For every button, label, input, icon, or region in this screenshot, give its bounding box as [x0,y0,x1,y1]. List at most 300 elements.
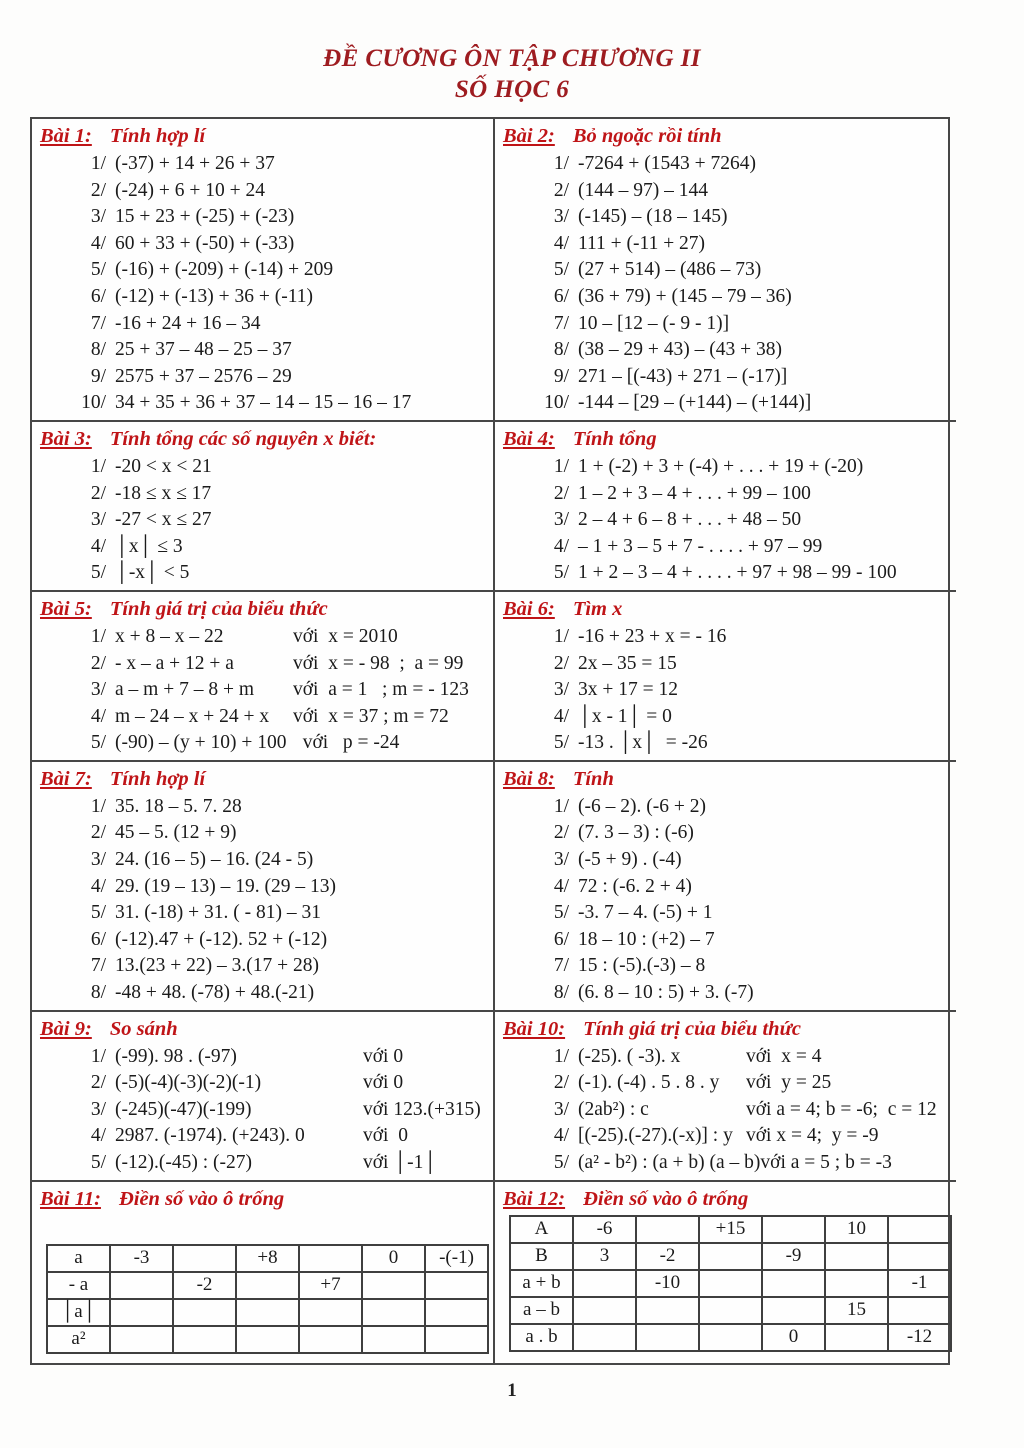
value-cell: 0 [362,1245,425,1272]
item-expression: 2575 + 37 – 2576 – 29 [115,365,292,387]
section-title: Tính tổng [572,427,657,450]
section-body [40,1044,489,1177]
item-expression: -27 < x ≤ 27 [115,509,212,531]
value-cell [425,1272,488,1299]
item-expression: │x - 1│ = 0 [578,705,672,727]
item-expression: (36 + 79) + (145 – 79 – 36) [578,285,792,307]
table-row [510,1243,951,1270]
section-label: Bài 7: [40,767,92,790]
exercise-item [40,534,489,561]
section-label: Bài 4: [503,427,555,450]
item-condition: với p = -24 [293,732,400,754]
section-heading [503,1014,952,1044]
section-heading [40,764,489,794]
value-cell [425,1326,488,1353]
item-number: 9/ [553,365,569,387]
item-number: 1/ [90,153,106,174]
section-bai-9 [32,1010,495,1180]
value-cell: 10 [825,1216,888,1243]
item-expression: │x│ ≤ 3 [115,535,183,557]
item-expression: 13.(23 + 22) – 3.(17 + 28) [115,955,319,977]
exercise-item [40,847,489,874]
exercise-item [40,677,489,704]
exercise-item [503,900,952,927]
item-number: 5/ [553,902,569,924]
value-cell [299,1299,362,1326]
section-body [40,794,489,1007]
item-expression: 15 + 23 + (-25) + (-23) [115,206,295,228]
item-expression: (-5 + 9) . (-4) [578,849,682,871]
section-label: Bài 5: [40,597,92,620]
section-body [503,624,952,757]
item-number: 4/ [90,1125,106,1147]
item-expression: (6. 8 – 10 : 5) + 3. (-7) [578,982,754,1004]
value-cell: +7 [299,1272,362,1299]
item-number: 4/ [553,232,569,254]
value-cell [762,1216,825,1243]
item-number: 2/ [90,482,106,504]
exercise-item [40,178,489,205]
exercise-item [40,730,489,757]
section-bai-1 [32,119,495,420]
exercise-item [503,231,952,258]
item-number: 3/ [553,679,569,701]
item-number: 2/ [553,822,569,844]
item-expression: 2987. (-1974). (+243). 0 [115,1125,305,1147]
item-expression: -3. 7 – 4. (-5) + 1 [578,902,713,924]
item-number: 3/ [90,679,106,701]
item-expression: -144 – [29 – (+144) – (+144)] [578,392,812,414]
section-heading [503,121,952,151]
section-bai-3 [32,420,495,590]
item-number: 1/ [553,625,569,647]
value-cell: -10 [636,1270,699,1297]
item-expression: (2ab²) : c [578,1098,649,1120]
section-label: Bài 12: [503,1187,566,1210]
fill-in-table [509,1215,952,1352]
exercise-item [40,1070,489,1097]
section-bai-10 [495,1010,956,1180]
value-cell [236,1326,299,1353]
section-bai-11 [32,1180,495,1363]
row-header-cell: A [510,1216,573,1243]
section-body [503,1044,952,1177]
item-expression: (144 – 97) – 144 [578,179,708,201]
item-expression: (-12).47 + (-12). 52 + (-12) [115,928,328,950]
exercise-item [503,624,952,651]
item-number: 5/ [90,562,106,584]
item-number: 5/ [553,562,569,584]
item-expression: 271 – [(-43) + 271 – (-17)] [578,365,788,387]
item-number: 5/ [553,732,569,754]
item-number: 7/ [553,312,569,334]
value-cell [573,1324,636,1351]
item-expression: -13 . │x│ = -26 [578,732,708,754]
item-number: 1/ [90,625,106,647]
item-condition: với 0 [363,1072,404,1094]
item-expression: -48 + 48. (-78) + 48.(-21) [115,982,315,1004]
section-heading [40,121,489,151]
item-expression: (-145) – (18 – 145) [578,206,728,228]
item-number: 10/ [81,392,106,414]
section-body [40,624,489,757]
item-expression: [(-25).(-27).(-x)] : y [578,1125,733,1147]
exercise-item [503,454,952,481]
section-heading [503,1184,952,1214]
exercise-item [503,390,952,417]
section-label: Bài 2: [503,125,555,147]
exercise-item [503,1123,952,1150]
item-expression: - x – a + 12 + a [115,652,234,674]
value-cell [362,1272,425,1299]
value-cell [825,1324,888,1351]
value-cell: -12 [888,1324,951,1351]
value-cell: -1 [888,1270,951,1297]
section-heading [503,424,952,454]
value-cell [888,1297,951,1324]
table-row [510,1270,951,1297]
item-expression: -7264 + (1543 + 7264) [578,153,756,174]
item-expression: (-5)(-4)(-3)(-2)(-1) [115,1072,262,1094]
item-number: 3/ [90,509,106,531]
item-expression: (-99). 98 . (-97) [115,1045,237,1067]
item-expression: (-1). (-4) . 5 . 8 . y [578,1072,720,1094]
value-cell [636,1324,699,1351]
exercise-item [40,231,489,258]
item-number: 1/ [553,153,569,174]
row-header-cell: a + b [510,1270,573,1297]
section-title: Điền số vào ô trống [118,1187,285,1210]
item-number: 4/ [553,875,569,897]
section-heading [40,1014,489,1044]
exercise-item [40,1044,489,1071]
row-header-cell: - a [47,1272,110,1299]
exercise-item [40,820,489,847]
item-number: 1/ [90,455,106,477]
value-cell [299,1326,362,1353]
row-header-cell: a [47,1245,110,1272]
table-row [47,1299,488,1326]
item-number: 2/ [553,482,569,504]
item-number: 5/ [90,902,106,924]
item-expression: 31. (-18) + 31. ( - 81) – 31 [115,902,321,924]
item-number: 3/ [90,849,106,871]
section-label: Bài 3: [40,427,92,450]
item-expression: (-37) + 14 + 26 + 37 [115,153,275,174]
section-title: Bỏ ngoặc rồi tính [572,125,722,147]
item-expression: a – m + 7 – 8 + m [115,679,254,701]
item-number: 3/ [90,1098,106,1120]
exercise-item [40,794,489,821]
item-number: 5/ [90,1152,106,1173]
value-cell [110,1299,173,1326]
section-body [40,1244,489,1354]
value-cell [110,1326,173,1353]
item-expression: (38 – 29 + 43) – (43 + 38) [578,339,782,361]
section-heading [503,594,952,624]
item-number: 4/ [90,232,106,254]
fill-in-table [46,1244,489,1354]
row-header-cell: a – b [510,1297,573,1324]
exercise-item [503,953,952,980]
item-expression: -20 < x < 21 [115,455,212,477]
value-cell [299,1245,362,1272]
item-number: 8/ [553,982,569,1004]
exercise-item [503,337,952,364]
item-condition: với x = 2010 [293,625,398,647]
section-label: Bài 1: [40,125,92,147]
item-number: 3/ [553,1098,569,1120]
table-row [47,1245,488,1272]
exercise-item [503,794,952,821]
exercise-item [40,927,489,954]
item-number: 5/ [90,259,106,281]
item-expression: (a² - b²) : (a + b) (a – b) [578,1152,761,1173]
item-number: 2/ [90,822,106,844]
item-number: 7/ [90,312,106,334]
exercise-item [503,364,952,391]
item-condition: với x = 4; y = -9 [746,1125,879,1147]
section-title: Tìm x [572,597,623,620]
section-bai-2 [495,119,956,420]
item-expression: (-25). ( -3). x [578,1045,681,1067]
item-expression: 34 + 35 + 36 + 37 – 14 – 15 – 16 – 17 [115,392,412,414]
section-heading [503,764,952,794]
item-condition: với x = 37 ; m = 72 [293,705,449,727]
item-number: 7/ [90,955,106,977]
item-expression: 24. (16 – 5) – 16. (24 - 5) [115,849,314,871]
section-body [40,454,489,587]
exercise-item [40,560,489,587]
exercise-item [40,204,489,231]
row-header-cell: B [510,1243,573,1270]
item-expression: (-24) + 6 + 10 + 24 [115,179,265,201]
exercise-item [40,311,489,338]
section-title: Tính tổng các số nguyên x biết: [109,427,377,450]
item-number: 4/ [553,705,569,727]
section-label: Bài 6: [503,597,555,620]
exercise-item [503,980,952,1007]
value-cell [762,1297,825,1324]
item-number: 9/ [90,365,106,387]
exercise-item [40,284,489,311]
section-body [503,794,952,1007]
value-cell [699,1297,762,1324]
item-number: 6/ [553,928,569,950]
value-cell [362,1326,425,1353]
value-cell: 0 [762,1324,825,1351]
item-number: 7/ [553,955,569,977]
exercise-item [40,624,489,651]
row-header-cell: a² [47,1326,110,1353]
item-condition: với y = 25 [746,1072,832,1094]
value-cell [236,1272,299,1299]
item-expression: 111 + (-11 + 27) [578,232,706,254]
section-title: Tính giá trị của biểu thức [109,597,328,620]
value-cell [425,1299,488,1326]
item-number: 6/ [90,285,106,307]
exercise-item [503,1070,952,1097]
table-row [47,1326,488,1353]
table-row [510,1216,951,1243]
document-title-block [0,0,1024,105]
section-title: Tính hợp lí [109,125,206,147]
item-expression: -16 + 23 + x = - 16 [578,625,727,647]
exercise-item [40,1150,489,1177]
value-cell [362,1299,425,1326]
value-cell [573,1297,636,1324]
item-expression: 15 : (-5).(-3) – 8 [578,955,706,977]
exercise-item [40,257,489,284]
exercise-item [40,1123,489,1150]
section-label: Bài 9: [40,1017,92,1040]
section-title: Điền số vào ô trống [583,1187,749,1210]
value-cell [888,1243,951,1270]
item-number: 6/ [553,285,569,307]
item-number: 3/ [553,849,569,871]
section-heading [40,594,489,624]
item-expression: │-x│ < 5 [115,562,190,584]
value-cell [636,1297,699,1324]
item-expression: 2x – 35 = 15 [578,652,677,674]
item-number: 1/ [553,455,569,477]
item-number: 8/ [90,982,106,1004]
item-number: 5/ [553,1152,569,1173]
section-bai-5 [32,590,495,760]
exercise-item [40,481,489,508]
item-number: 5/ [553,259,569,281]
value-cell [762,1270,825,1297]
section-heading [40,1184,489,1214]
exercise-item [503,677,952,704]
value-cell: -(-1) [425,1245,488,1272]
section-body [503,151,952,417]
exercise-item [40,1097,489,1124]
section-title: Tính [572,767,614,790]
value-cell: -9 [762,1243,825,1270]
item-condition: với 123.(+315) [363,1098,481,1120]
item-condition: với a = 1 ; m = - 123 [293,679,469,701]
item-expression: 18 – 10 : (+2) – 7 [578,928,715,950]
section-body [503,454,952,587]
row-header-cell: a . b [510,1324,573,1351]
item-number: 2/ [553,652,569,674]
item-condition: với x = 4 [746,1045,822,1067]
document-title-line2: SỐ HỌC 6 [454,75,570,103]
section-body [503,1215,952,1352]
item-number: 2/ [90,1072,106,1094]
value-cell [236,1299,299,1326]
section-title: Tính hợp lí [109,767,206,790]
item-expression: 35. 18 – 5. 7. 28 [115,795,242,817]
value-cell [825,1270,888,1297]
item-number: 5/ [90,732,106,754]
exercise-item [503,151,952,178]
value-cell: -3 [110,1245,173,1272]
section-heading [40,424,489,454]
exercise-grid [30,117,950,1365]
item-number: 1/ [90,795,106,817]
value-cell: 15 [825,1297,888,1324]
item-number: 4/ [90,535,106,557]
item-expression: 3x + 17 = 12 [578,679,678,701]
value-cell: +8 [236,1245,299,1272]
section-bai-8 [495,760,956,1010]
item-expression: (-16) + (-209) + (-14) + 209 [115,259,334,281]
exercise-item [40,454,489,481]
item-expression: 60 + 33 + (-50) + (-33) [115,232,295,254]
item-number: 3/ [553,509,569,531]
value-cell: -2 [636,1243,699,1270]
section-bai-4 [495,420,956,590]
value-cell [825,1243,888,1270]
item-number: 6/ [90,928,106,950]
item-number: 10/ [544,392,569,414]
item-condition: với 0 [363,1045,404,1067]
item-expression: 25 + 37 – 48 – 25 – 37 [115,339,292,361]
item-number: 8/ [90,339,106,361]
item-number: 4/ [90,875,106,897]
item-number: 3/ [553,206,569,228]
exercise-item [503,507,952,534]
value-cell [573,1270,636,1297]
table-row [510,1297,951,1324]
value-cell: +15 [699,1216,762,1243]
item-expression: 1 + (-2) + 3 + (-4) + . . . + 19 + (-20) [578,455,864,477]
document-title-line1: ĐỀ CƯƠNG ÔN TẬP CHƯƠNG II [323,45,701,72]
page-number: 1 [507,1379,517,1401]
value-cell [636,1216,699,1243]
exercise-item [503,284,952,311]
exercise-item [503,481,952,508]
item-expression: m – 24 – x + 24 + x [115,705,270,727]
item-expression: 45 – 5. (12 + 9) [115,822,237,844]
item-condition: với 0 [363,1125,408,1147]
item-number: 1/ [553,795,569,817]
value-cell [173,1299,236,1326]
exercise-item [40,980,489,1007]
value-cell: -6 [573,1216,636,1243]
exercise-item [503,1044,952,1071]
exercise-item [40,337,489,364]
section-body [40,151,489,417]
exercise-item [503,874,952,901]
exercise-item [503,651,952,678]
item-expression: (-245)(-47)(-199) [115,1098,252,1120]
exercise-item [503,847,952,874]
exercise-item [40,651,489,678]
exercise-item [40,507,489,534]
table-row [510,1324,951,1351]
section-bai-7 [32,760,495,1010]
exercise-item [503,820,952,847]
item-expression: 1 + 2 – 3 – 4 + . . . . + 97 + 98 – 99 - 100 [578,562,897,584]
section-bai-12 [495,1180,956,1363]
value-cell [699,1324,762,1351]
exercise-item [503,257,952,284]
value-cell: -2 [173,1272,236,1299]
exercise-item [503,927,952,954]
section-title: So sánh [109,1017,178,1040]
value-cell [173,1326,236,1353]
item-number: 3/ [90,206,106,228]
item-expression: 2 – 4 + 6 – 8 + . . . + 48 – 50 [578,509,802,531]
exercise-item [503,560,952,587]
item-expression: (7. 3 – 3) : (-6) [578,822,694,844]
exercise-item [40,900,489,927]
item-expression: (27 + 514) – (486 – 73) [578,259,762,281]
item-expression: 1 – 2 + 3 – 4 + . . . + 99 – 100 [578,482,811,504]
